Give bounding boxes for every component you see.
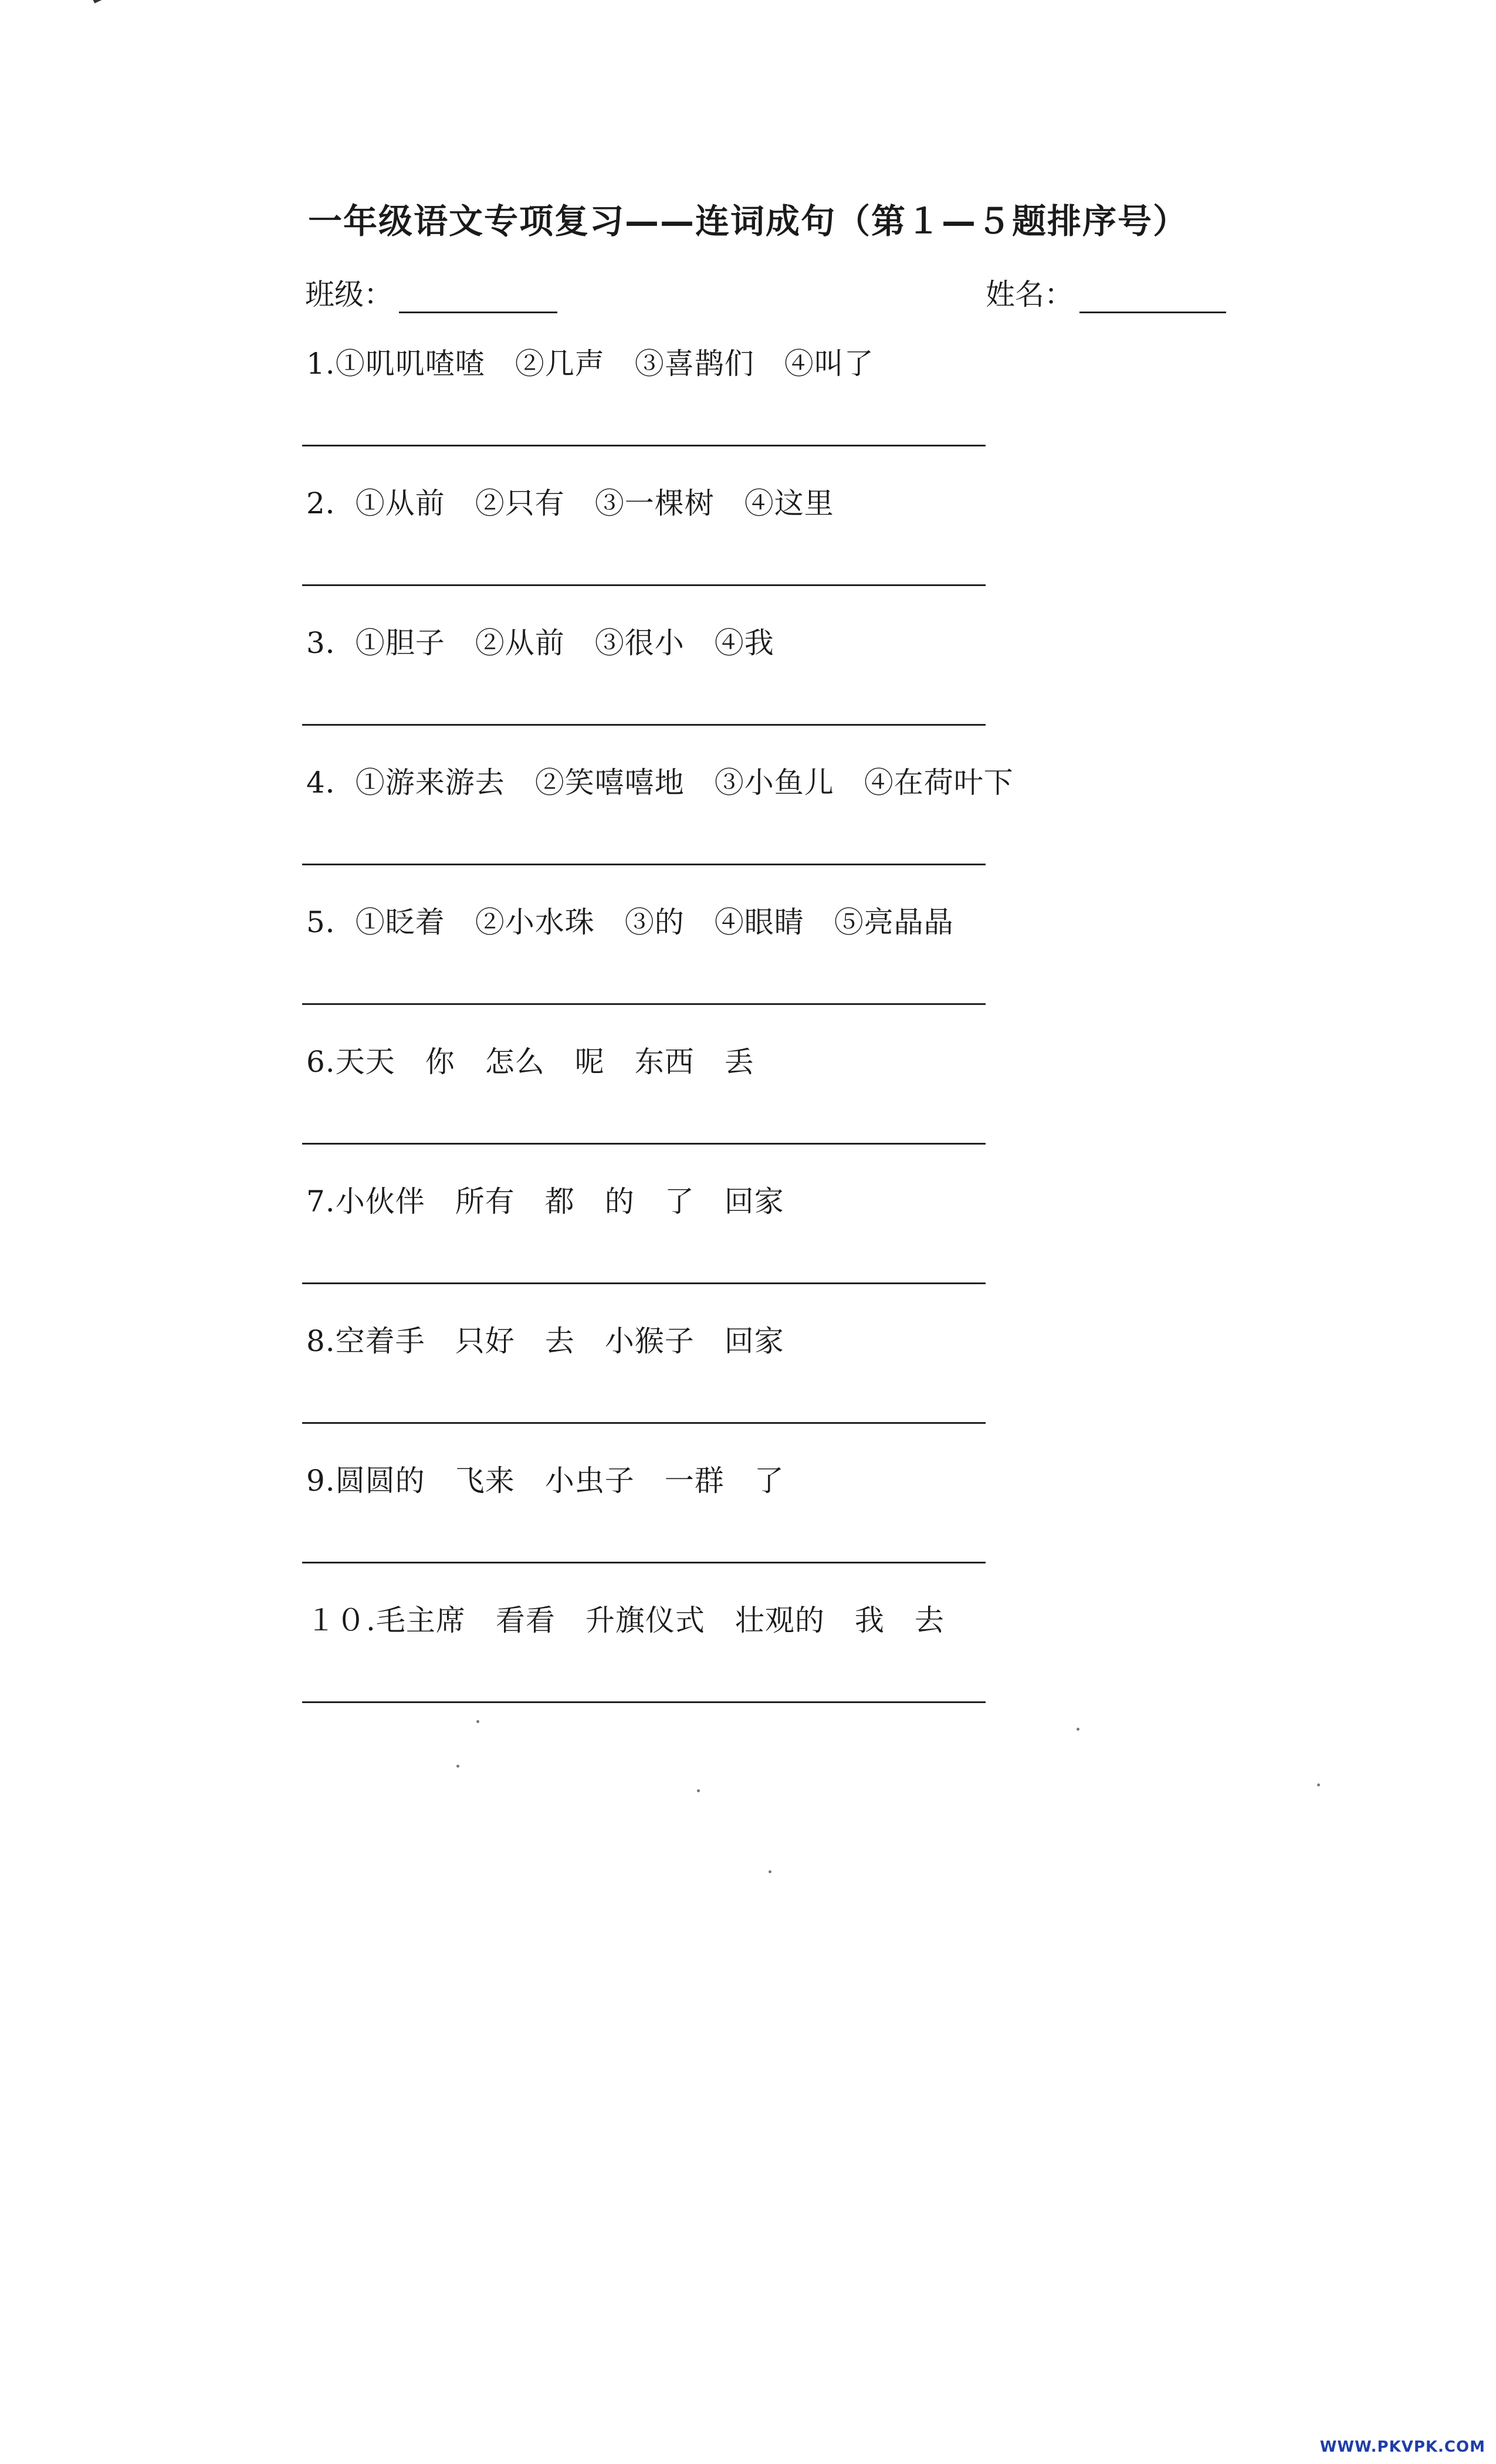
scan-speck — [1317, 1783, 1320, 1786]
answer-line-5[interactable] — [302, 1003, 986, 1005]
question-5: 5．①眨着 ②小水珠 ③的 ④眼睛 ⑤亮晶晶 — [306, 905, 954, 939]
answer-line-6[interactable] — [302, 1143, 986, 1145]
class-field — [305, 271, 557, 313]
answer-line-7[interactable] — [302, 1282, 986, 1284]
class-label: 班级： — [305, 277, 393, 312]
answer-line-2[interactable] — [302, 584, 986, 586]
question-10: １０.毛主席 看看 升旗仪式 壮观的 我 去 — [306, 1603, 945, 1637]
question-1: 1.①叽叽喳喳 ②几声 ③喜鹊们 ④叫了 — [306, 347, 874, 381]
scan-speck — [769, 1870, 771, 1873]
site-watermark: WWW.PKVPK.COM — [1319, 2438, 1485, 2456]
scan-speck — [456, 1765, 459, 1768]
answer-line-8[interactable] — [302, 1422, 986, 1424]
scan-speck — [697, 1789, 700, 1792]
question-4: 4．①游来游去 ②笑嘻嘻地 ③小鱼儿 ④在荷叶下 — [306, 766, 1014, 800]
class-blank[interactable] — [399, 286, 557, 313]
scan-speck — [476, 1720, 479, 1723]
answer-line-9[interactable] — [302, 1562, 986, 1563]
question-2: 2．①从前 ②只有 ③一棵树 ④这里 — [306, 486, 834, 520]
page-title: 一年级语文专项复习——连词成句（第１—５题排序号） — [307, 201, 1188, 241]
question-3: 3．①胆子 ②从前 ③很小 ④我 — [306, 626, 774, 660]
answer-line-10[interactable] — [302, 1701, 986, 1703]
question-6: 6.天天 你 怎么 呢 东西 丢 — [306, 1045, 754, 1079]
question-8: 8.空着手 只好 去 小猴子 回家 — [306, 1324, 784, 1358]
name-blank[interactable] — [1079, 286, 1226, 313]
question-7: 7.小伙伴 所有 都 的 了 回家 — [306, 1184, 784, 1219]
scan-speck — [1077, 1728, 1079, 1731]
question-9: 9.圆圆的 飞来 小虫子 一群 了 — [306, 1464, 784, 1498]
name-label: 姓名： — [986, 277, 1074, 312]
name-field — [986, 271, 1226, 313]
answer-line-1[interactable] — [302, 445, 986, 446]
scan-mark — [93, 0, 127, 4]
answer-line-4[interactable] — [302, 864, 986, 865]
answer-line-3[interactable] — [302, 724, 986, 726]
